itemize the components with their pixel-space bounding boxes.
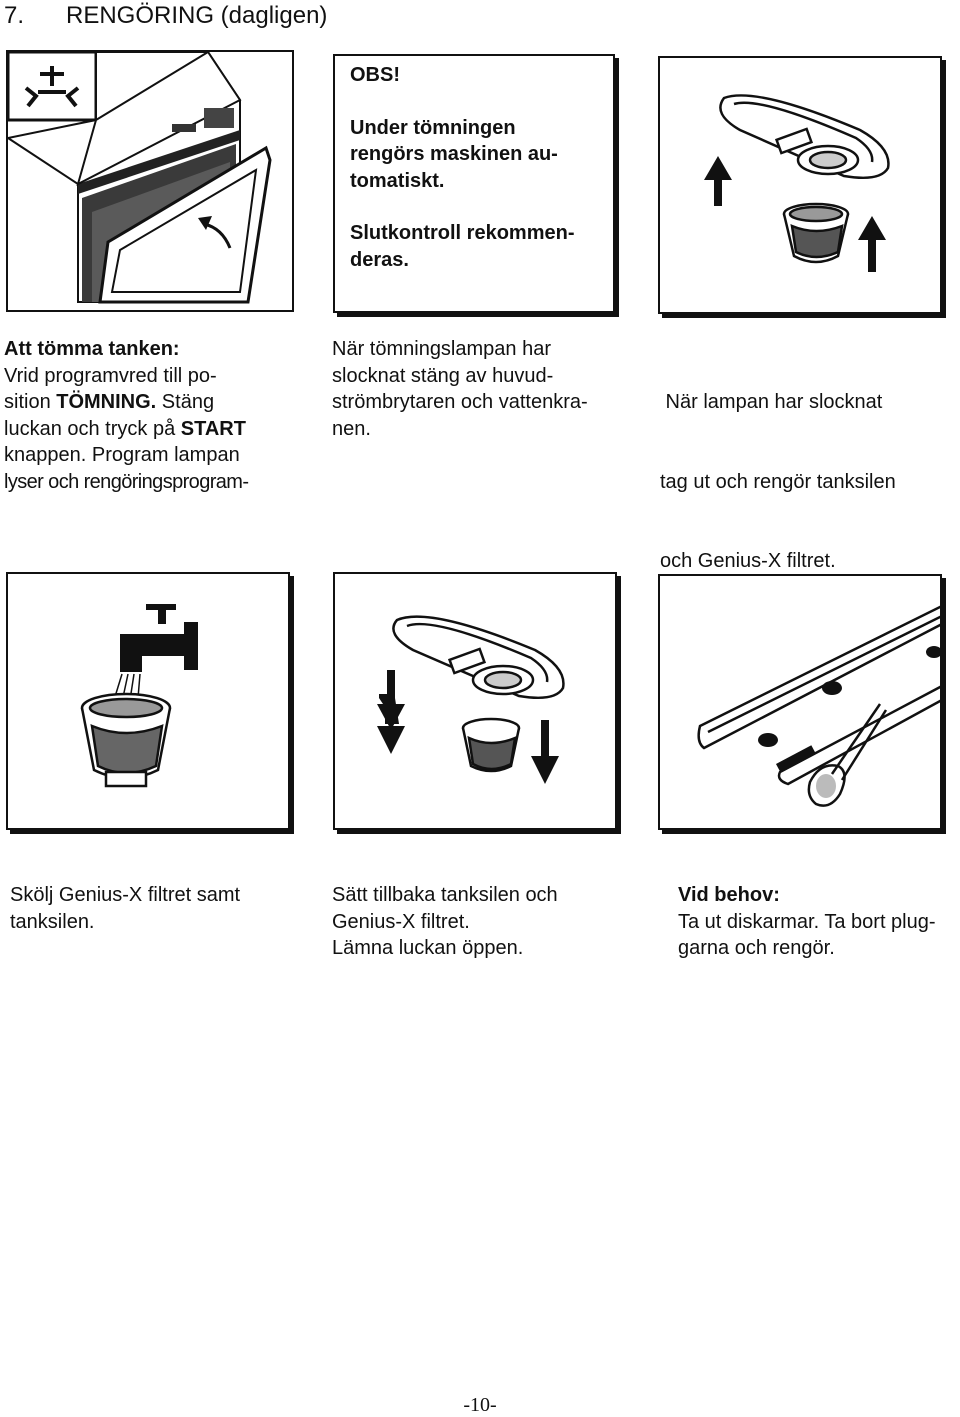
step-5-line-2: Genius-X filtret.	[332, 910, 470, 933]
step-1-line-3-a: luckan och tryck på	[4, 417, 181, 440]
step-3-line-1: När lampan har slocknat	[660, 391, 883, 413]
filter-replace-illustration	[335, 574, 615, 828]
obs-notice-text	[350, 62, 610, 273]
step-3-instructions	[660, 336, 956, 601]
obs-line-1: Under tömningen	[350, 116, 516, 139]
obs-line-3: tomatiskt.	[350, 169, 445, 192]
step-4-line-2: tanksilen.	[10, 910, 95, 933]
step-5-line-3: Lämna luckan öppen.	[332, 937, 524, 959]
page-number: -10-	[463, 1394, 497, 1416]
obs-line-5: deras.	[350, 248, 409, 271]
step-2-line-3: strömbrytaren och vattenkra-	[332, 391, 588, 413]
step-6-line-1: Ta ut diskarmar. Ta bort plug-	[678, 910, 936, 933]
step-6-line-2: garna och rengör.	[678, 937, 835, 959]
step-1-line-3	[4, 416, 294, 443]
step-2-line-1: När tömningslampan har	[332, 338, 551, 360]
step-6-heading: Vid behov:	[678, 884, 780, 906]
dishwasher-illustration	[8, 52, 292, 310]
filter-remove-illustration	[660, 58, 940, 312]
obs-label: OBS!	[350, 64, 400, 86]
wash-arm-illustration	[660, 576, 940, 828]
step-5-line-1: Sätt tillbaka tanksilen och	[332, 884, 558, 906]
step-2-instructions	[332, 336, 622, 442]
step-6-instructions	[678, 882, 960, 962]
illustration-dishwasher-drain	[6, 50, 294, 312]
illustration-remove-filter	[658, 56, 942, 314]
section-heading	[4, 2, 327, 30]
step-5-instructions	[332, 882, 632, 962]
illustration-rinse-filter	[6, 572, 290, 830]
section-number: 7.	[4, 2, 25, 29]
step-3-line-3: och Genius-X filtret.	[660, 550, 836, 572]
step-1-line-2-a: sition	[4, 391, 57, 413]
step-2-line-2: slocknat stäng av huvud-	[332, 364, 554, 387]
obs-line-4: Slutkontroll rekommen-	[350, 222, 575, 244]
step-1-line-5: lyser och rengöringsprogram-	[4, 470, 249, 493]
obs-line-2: rengörs maskinen au-	[350, 143, 558, 165]
rinse-illustration	[8, 574, 288, 828]
program-position-emptying: TÖMNING.	[56, 391, 157, 413]
step-1-heading: Att tömma tanken:	[4, 338, 180, 360]
step-1-line-2	[4, 389, 294, 416]
step-4-instructions	[10, 882, 300, 935]
step-1-instructions	[4, 336, 294, 495]
step-3-line-2: tag ut och rengör tanksilen	[660, 470, 896, 493]
step-1-line-4: knappen. Program lampan	[4, 444, 240, 466]
start-button-label: START	[180, 417, 246, 440]
step-4-line-1: Skölj Genius-X filtret samt	[10, 884, 241, 906]
illustration-wash-arm	[658, 574, 942, 830]
illustration-replace-filter	[333, 572, 617, 830]
step-2-line-4: nen.	[332, 417, 371, 440]
step-1-line-1: Vrid programvred till po-	[4, 364, 217, 387]
step-1-line-2-c: Stäng	[156, 391, 215, 413]
section-title: RENGÖRING (dagligen)	[66, 2, 328, 29]
faucet-icon	[120, 604, 198, 672]
